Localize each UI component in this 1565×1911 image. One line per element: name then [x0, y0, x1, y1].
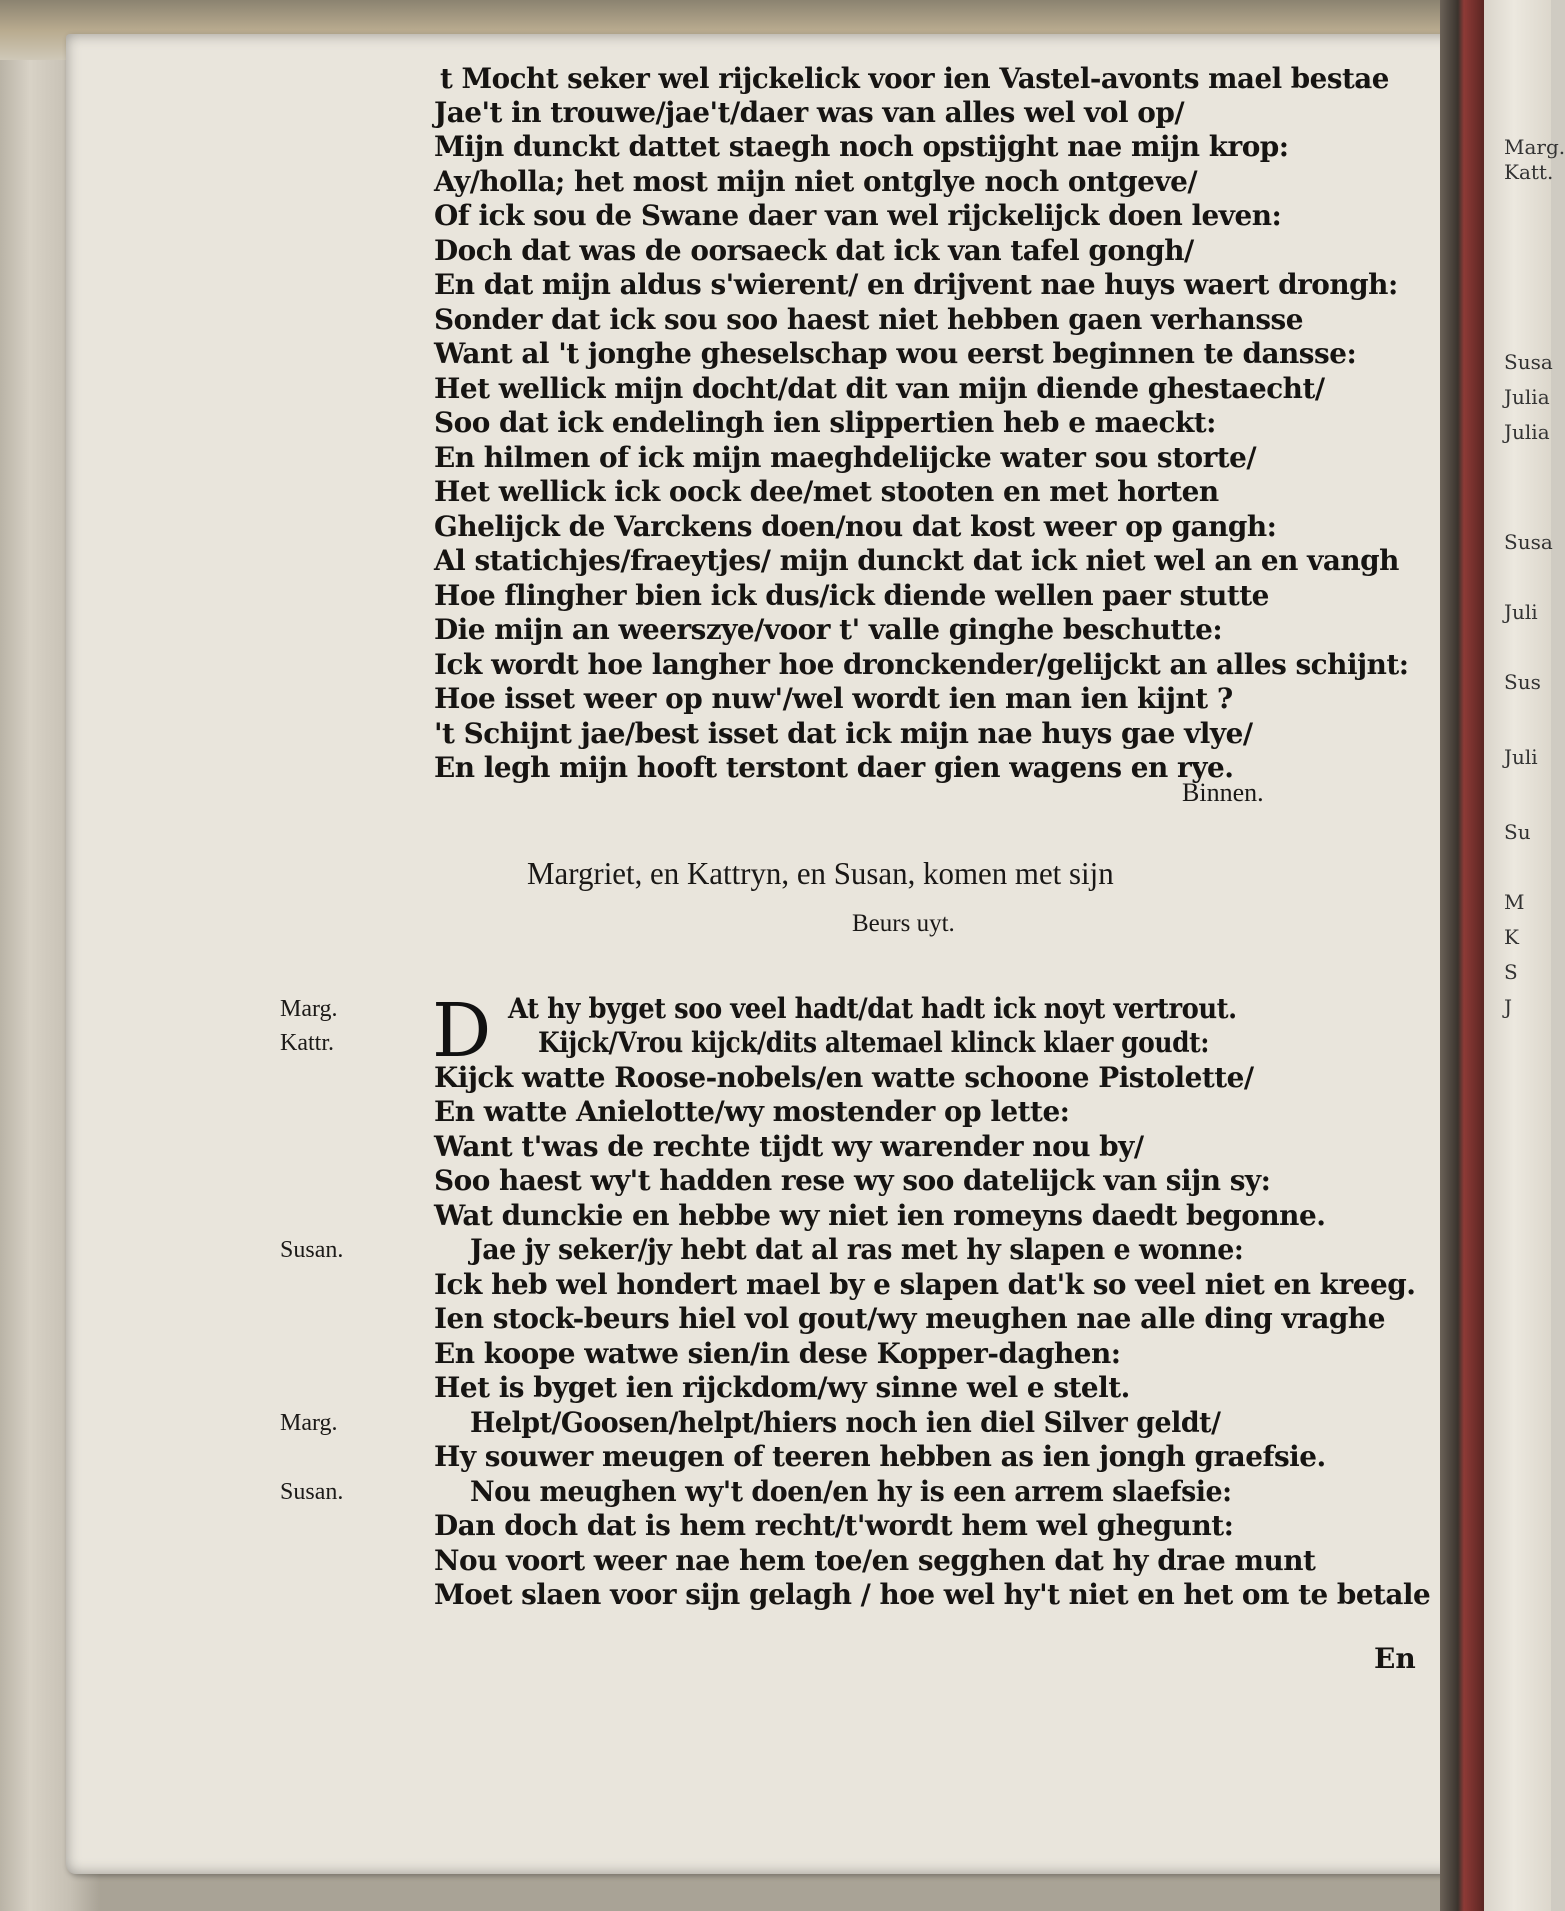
stage-direction-continued: Beurs uyt. — [852, 910, 955, 937]
speaker-label: Marg. — [280, 996, 338, 1022]
stage-direction: Margriet, en Kattryn, en Susan, komen met sijn — [527, 855, 1114, 891]
verse-line: Ghelijck de Varckens doen/nou dat kost weer op gangh: — [434, 510, 1277, 543]
facing-page-label: Sus — [1504, 670, 1541, 694]
verse-line: En dat mijn aldus s'wierent/ en drijvent nae huys waert drongh: — [434, 268, 1398, 301]
verse-line: Of ick sou de Swane daer van wel rijckelijck doen leven: — [434, 199, 1282, 232]
verse-line: t Mocht seker wel rijckelick voor ien Vastel-avonts mael bestae — [440, 62, 1389, 95]
facing-page-label: Julia — [1504, 420, 1550, 444]
facing-page-label: Katt. — [1504, 160, 1554, 184]
dialogue-line: Soo haest wy't hadden rese wy soo datelijck van sijn sy: — [434, 1164, 1271, 1197]
dialogue-line: Ien stock-beurs hiel vol gout/wy meughen nae alle ding vraghe — [434, 1302, 1385, 1335]
verse-line: Sonder dat ick sou soo haest niet hebben gaen verhansse — [434, 303, 1303, 336]
verse-line: Al statichjes/fraeytjes/ mijn dunckt dat ick niet wel an en vangh — [434, 544, 1399, 577]
dialogue-line: Kijck watte Roose-nobels/en watte schoone Pistolette/ — [434, 1061, 1254, 1094]
dialogue-line: Hy souwer meugen of teeren hebben as ien jongh graefsie. — [434, 1440, 1326, 1473]
verse-line: En hilmen of ick mijn maeghdelijcke water sou storte/ — [434, 441, 1257, 474]
facing-page-label: Juli — [1504, 600, 1538, 624]
verse-line: Het wellick mijn docht/dat dit van mijn diende ghestaecht/ — [434, 372, 1325, 405]
dialogue-line: Jae jy seker/jy hebt dat al ras met hy slapen e wonne: — [470, 1233, 1244, 1266]
dialogue-line: Ick heb wel hondert mael by e slapen dat'k so veel niet en kreeg. — [434, 1268, 1416, 1301]
verse-line: Het wellick ick oock dee/met stooten en met horten — [434, 475, 1219, 508]
facing-page-label: S — [1504, 960, 1518, 984]
dialogue-line: En koope watwe sien/in dese Kopper-daghen: — [434, 1337, 1121, 1370]
drop-cap: D — [432, 988, 492, 1074]
dialogue-line: Helpt/Goosen/helpt/hiers noch ien diel Silver geldt/ — [470, 1406, 1221, 1439]
speaker-label: Susan. — [280, 1479, 344, 1505]
facing-page-label: Juli — [1504, 745, 1538, 769]
dialogue-line: Nou voort weer nae hem toe/en segghen dat hy drae munt — [434, 1544, 1316, 1577]
verse-line: Jae't in trouwe/jae't/daer was van alles wel vol op/ — [434, 96, 1185, 129]
speaker-label: Susan. — [280, 1237, 344, 1263]
verse-line: Ay/holla; het most mijn niet ontglye noch ontgeve/ — [434, 165, 1198, 198]
book-spine — [1440, 0, 1484, 1911]
dialogue-line: Nou meughen wy't doen/en hy is een arrem slaefsie: — [470, 1475, 1232, 1508]
dialogue-line: At hy byget soo veel hadt/dat hadt ick noyt vertrout. — [508, 992, 1237, 1025]
dialogue-line: Moet slaen voor sijn gelagh / hoe wel hy't niet en het om te betale — [434, 1578, 1431, 1611]
dialogue-line: En watte Anielotte/wy mostender op lette: — [434, 1095, 1070, 1128]
facing-page-edge — [1484, 0, 1565, 1911]
facing-page-label: J — [1504, 995, 1513, 1019]
facing-page-label: Su — [1504, 820, 1531, 844]
verse-line: Soo dat ick endelingh ien slippertien heb e maeckt: — [434, 406, 1216, 439]
dialogue-line: Wat dunckie en hebbe wy niet ien romeyns daedt begonne. — [434, 1199, 1326, 1232]
verse-line: Hoe isset weer op nuw'/wel wordt ien man ien kijnt ? — [434, 682, 1233, 715]
facing-page-label: Susa — [1504, 350, 1553, 374]
verse-line: Die mijn an weerszye/voor t' valle ginghe beschutte: — [434, 613, 1223, 646]
speaker-label: Marg. — [280, 1410, 338, 1436]
dialogue-line: Kijck/Vrou kijck/dits altemael klinck klaer goudt: — [538, 1026, 1209, 1059]
catchword: En — [1374, 1642, 1416, 1675]
facing-page-label: K — [1504, 925, 1519, 949]
facing-page-label: Susa — [1504, 530, 1553, 554]
facing-page-label: Julia — [1504, 385, 1550, 409]
verse-line: Want al 't jonghe gheselschap wou eerst beginnen te dansse: — [434, 337, 1357, 370]
dialogue-line: Dan doch dat is hem recht/t'wordt hem wel ghegunt: — [434, 1509, 1234, 1542]
facing-page-label: M — [1504, 890, 1525, 914]
exit-direction: Binnen. — [1182, 778, 1264, 807]
verse-line: En legh mijn hooft terstont daer gien wagens en rye. — [434, 751, 1234, 784]
verse-line: Mijn dunckt dattet staegh noch opstijght nae mijn krop: — [434, 130, 1289, 163]
dialogue-line: Want t'was de rechte tijdt wy warender nou by/ — [434, 1130, 1144, 1163]
verse-line: Doch dat was de oorsaeck dat ick van tafel gongh/ — [434, 234, 1194, 267]
speaker-label: Kattr. — [280, 1030, 334, 1056]
verse-line: Hoe flingher bien ick dus/ick diende wellen paer stutte — [434, 579, 1269, 612]
verse-line: Ick wordt hoe langher hoe dronckender/gelijckt an alles schijnt: — [434, 648, 1409, 681]
verse-line: 't Schijnt jae/best isset dat ick mijn nae huys gae vlye/ — [434, 717, 1253, 750]
facing-page-label: Marg. — [1504, 135, 1565, 159]
dialogue-line: Het is byget ien rijckdom/wy sinne wel e stelt. — [434, 1371, 1130, 1404]
